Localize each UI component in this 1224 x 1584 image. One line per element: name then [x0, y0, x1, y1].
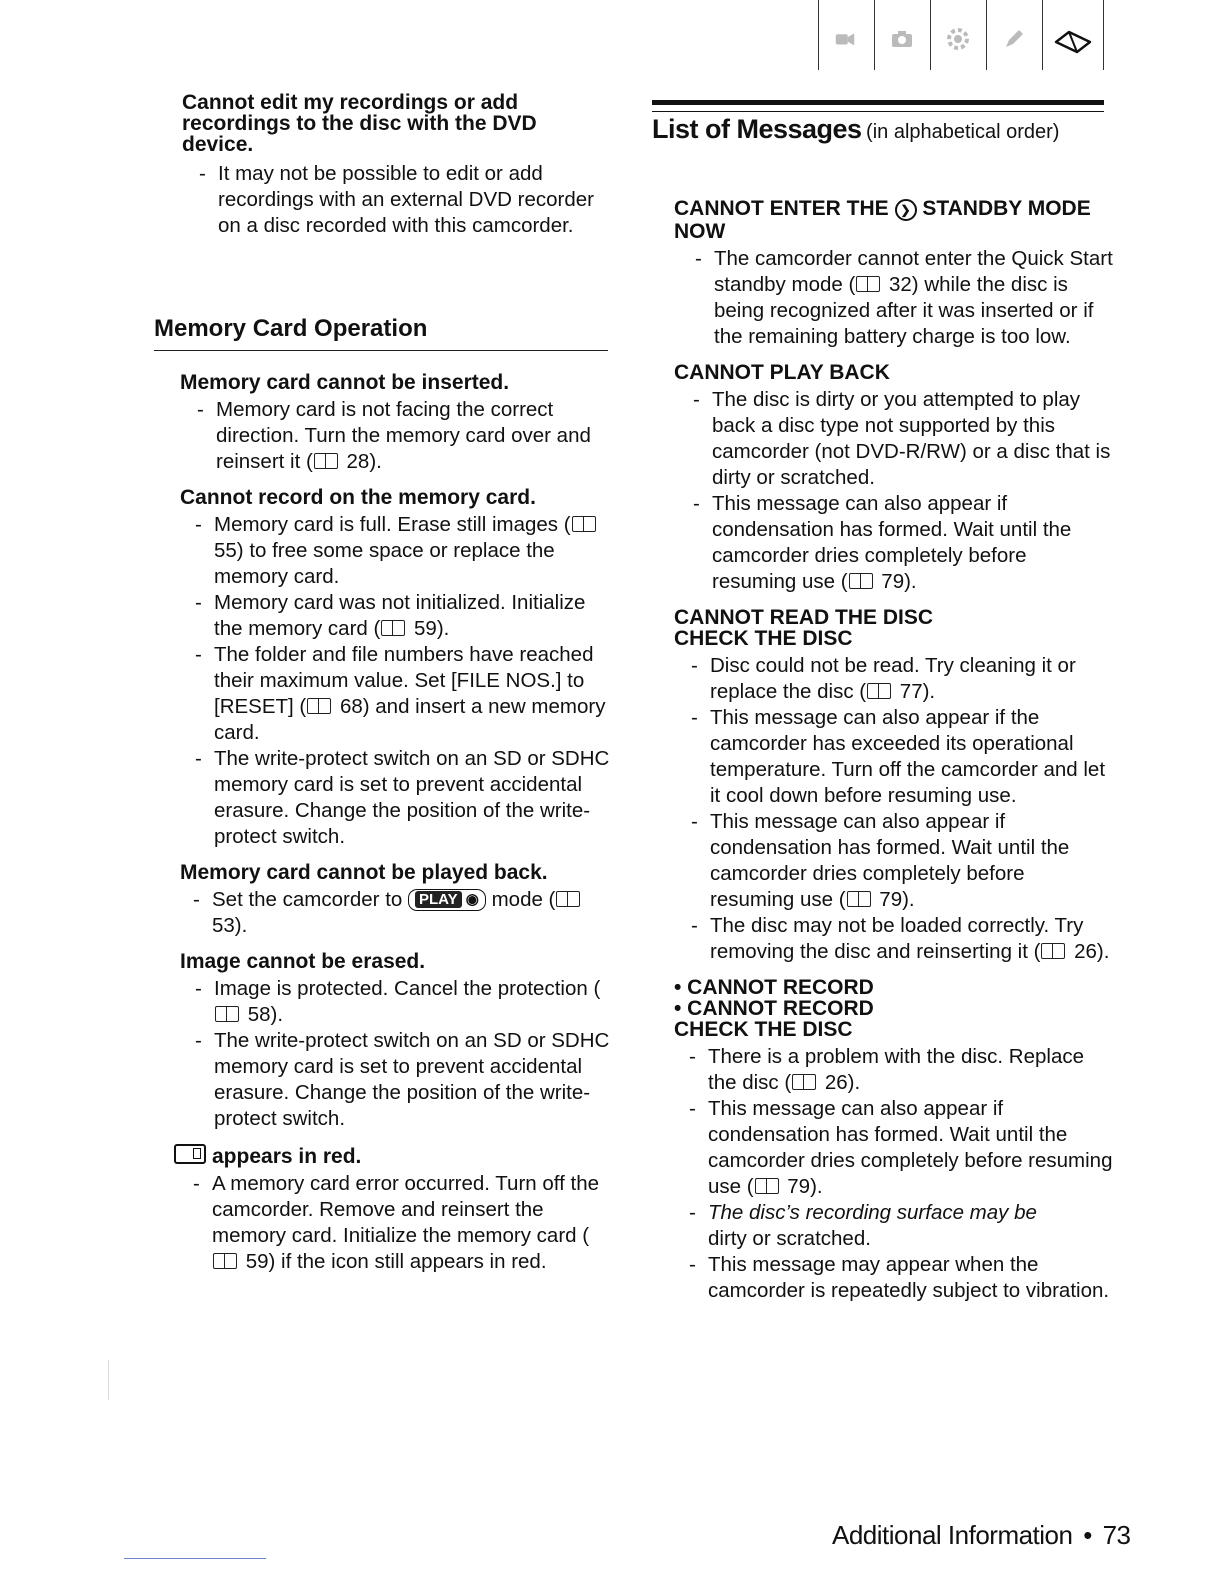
left-margin-mark	[108, 1360, 109, 1400]
book-ref-icon	[847, 891, 871, 907]
edit-icon	[1001, 26, 1027, 52]
list-item: - The disc is dirty or you attempted to play back a disc type not supported by this camcorder (not DVD-R/RW) or a disc that is dirty or scratched.	[712, 387, 1114, 491]
group-heading: Cannot record on the memory card.	[180, 486, 536, 509]
book-ref-icon	[381, 620, 405, 636]
memory-card-section	[180, 372, 612, 1287]
settings-icon	[945, 26, 971, 52]
list-item: - This message may appear when the camcorder is repeatedly subject to vibration.	[708, 1252, 1114, 1304]
tab-photo[interactable]	[874, 0, 931, 70]
msg-heading: CANNOT PLAY BACK	[674, 361, 890, 384]
bottom-edge-line	[124, 1558, 266, 1559]
list-item: - The camcorder cannot enter the Quick Start standby mode ( 32) while the disc is being recognized after it was inserted or if the remaining battery charge is too low.	[714, 246, 1114, 350]
list-item: - There is a problem with the disc. Replace the disc ( 26).	[708, 1044, 1114, 1096]
camera-icon: ◉	[465, 891, 479, 908]
list-item: - Set the camcorder to PLAY ◉ mode ( 53).	[212, 887, 612, 939]
page-number: 73	[1102, 1520, 1131, 1550]
tab-book[interactable]	[1042, 0, 1104, 70]
intro-list	[182, 161, 602, 239]
book-ref-icon	[849, 573, 873, 589]
section-title: Memory Card Operation	[154, 314, 608, 351]
book-icon	[1053, 26, 1093, 56]
group-heading: Memory card cannot be inserted.	[180, 371, 510, 394]
book-ref-icon	[1041, 943, 1065, 959]
list-item: - Memory card is full. Erase still images ( 55) to free some space or replace the memory card.	[214, 512, 612, 590]
intro-block	[182, 92, 602, 239]
book-ref-icon	[307, 698, 331, 714]
group-heading: Image cannot be erased.	[180, 950, 426, 973]
msg-heading: CHECK THE DISC	[674, 1018, 853, 1041]
title-rule-thick	[652, 100, 1104, 105]
list-item: - A memory card error occurred. Turn off the camcorder. Remove and reinsert the memory card. Initialize the memory card ( 59) if the icon still appears in red.	[212, 1171, 612, 1275]
book-ref-icon	[314, 453, 338, 469]
group-cannot-record	[180, 487, 612, 850]
group-heading: Memory card cannot be played back.	[180, 861, 548, 884]
list-item: - The write-protect switch on an SD or SDHC memory card is set to prevent accidental erasure. Change the position of the write-protect switch.	[214, 746, 612, 850]
msg-heading: CHECK THE DISC	[674, 627, 853, 650]
book-ref-icon	[213, 1253, 237, 1269]
book-ref-icon	[755, 1178, 779, 1194]
group-cannot-insert	[180, 372, 612, 475]
list-item: - This message can also appear if condensation has formed. Wait until the camcorder dries completely before resuming use ( 79).	[710, 809, 1114, 913]
msg-heading: CANNOT ENTER THE ❯ STANDBY MODE NOW	[674, 197, 1091, 243]
tab-settings[interactable]	[930, 0, 987, 70]
group-heading: appears in red.	[212, 1145, 362, 1168]
memory-card-icon	[174, 1144, 206, 1164]
msg-cannot-record	[674, 977, 1114, 1304]
camcorder-icon	[833, 26, 857, 50]
tab-edit[interactable]	[986, 0, 1043, 70]
list-item: - This message can also appear if condensation has formed. Wait until the camcorder dries completely before resuming use ( 79).	[712, 491, 1114, 595]
book-ref-icon	[867, 683, 891, 699]
header-tabs	[818, 0, 1104, 70]
msg-heading: • CANNOT RECORD	[674, 976, 874, 999]
list-item: - This message can also appear if the camcorder has exceeded its operational temperature. Turn off the camcorder and let it cool down before resuming use.	[710, 705, 1114, 809]
msg-cannot-read-disc	[674, 607, 1114, 965]
list-title: List of Messages (in alphabetical order)	[652, 114, 1060, 144]
messages-list	[674, 198, 1114, 1316]
tab-camcorder[interactable]	[818, 0, 875, 70]
msg-heading: CANNOT READ THE DISC	[674, 606, 934, 629]
msg-cannot-enter-standby	[674, 198, 1114, 350]
group-cannot-play	[180, 862, 612, 939]
list-item: - The disc’s recording surface may be dirty or scratched.	[708, 1200, 1114, 1252]
group-red-icon	[180, 1144, 612, 1275]
list-item: - This message can also appear if condensation has formed. Wait until the camcorder dries completely before resuming use ( 79).	[708, 1096, 1114, 1200]
quick-start-icon: ❯	[895, 199, 917, 221]
footer-bullet: •	[1083, 1520, 1092, 1550]
msg-heading: • CANNOT RECORD	[674, 997, 874, 1020]
msg-cannot-play-back	[674, 362, 1114, 595]
book-ref-icon	[556, 891, 580, 907]
list-item: - Memory card is not facing the correct direction. Turn the memory card over and reinsert it ( 28).	[216, 397, 612, 475]
photo-icon	[889, 26, 915, 52]
book-ref-icon	[215, 1006, 239, 1022]
intro-heading: Cannot edit my recordings or add recordings to the disc with the DVD device.	[182, 91, 537, 156]
list-item: - Disc could not be read. Try cleaning it or replace the disc ( 77).	[710, 653, 1114, 705]
list-item: - The disc may not be loaded correctly. Try removing the disc and reinserting it ( 26).	[710, 913, 1114, 965]
list-item: - Memory card was not initialized. Initialize the memory card ( 59).	[214, 590, 612, 642]
book-ref-icon	[856, 276, 880, 292]
play-mode-badge: PLAY ◉	[408, 889, 486, 911]
intro-item: - It may not be possible to edit or add recordings with an external DVD recorder on a disc recorded with this camcorder.	[218, 161, 602, 239]
title-rule-thin	[652, 111, 1104, 112]
group-cannot-erase	[180, 951, 612, 1132]
page-footer	[832, 1520, 1130, 1551]
book-ref-icon	[792, 1074, 816, 1090]
footer-section: Additional Information	[832, 1520, 1073, 1550]
list-item: - The folder and file numbers have reached their maximum value. Set [FILE NOS.] to [RESET] ( 68) and insert a new memory card.	[214, 642, 612, 746]
list-item: - Image is protected. Cancel the protection ( 58).	[214, 976, 612, 1028]
book-ref-icon	[572, 516, 596, 532]
list-item: - The write-protect switch on an SD or SDHC memory card is set to prevent accidental erasure. Change the position of the write-protect switch.	[214, 1028, 612, 1132]
